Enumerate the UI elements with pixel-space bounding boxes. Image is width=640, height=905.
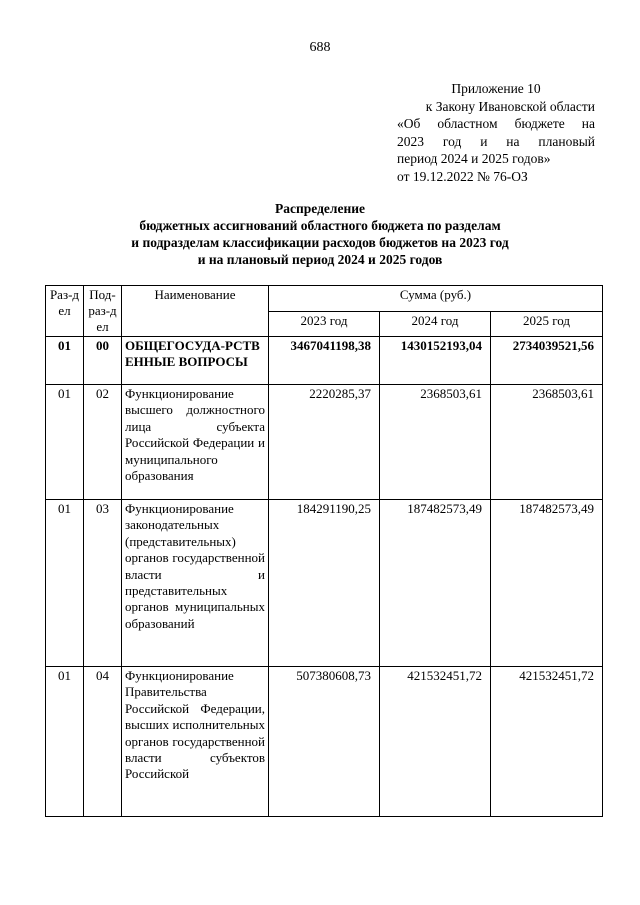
cell-2024: 187482573,49: [380, 500, 491, 667]
title-line: и на плановый период 2024 и 2025 годов: [197, 252, 443, 267]
header-subsection: Под-раз-дел: [84, 286, 122, 337]
header-year-2025: 2025 год: [491, 311, 603, 337]
table-row: [46, 500, 603, 667]
table-row: [46, 667, 603, 817]
header-sum: Сумма (руб.): [269, 286, 603, 312]
cell-name: Функционирование Правительства Российской Федерации, высших исполнительных органов государственной власти субъектов Российской: [122, 667, 269, 817]
appendix-line: от 19.12.2022 № 76-ОЗ: [397, 168, 528, 184]
cell-section: 01: [46, 337, 84, 385]
cell-2025: 187482573,49: [491, 500, 603, 667]
cell-section: 01: [46, 500, 84, 667]
cell-2023: 507380608,73: [269, 667, 380, 817]
table-row: [46, 337, 603, 385]
appendix-line: «Об областном бюджете на: [397, 116, 595, 131]
cell-section: 01: [46, 667, 84, 817]
appendix-note: [397, 80, 595, 185]
title-line: и подразделам классификации расходов бюджетов на 2023 год: [131, 235, 509, 250]
cell-2025: 2734039521,56: [491, 337, 603, 385]
budget-table: [45, 285, 603, 817]
header-year-2023: 2023 год: [269, 311, 380, 337]
cell-2023: 184291190,25: [269, 500, 380, 667]
cell-subsection: 03: [84, 500, 122, 667]
header-year-2024: 2024 год: [380, 311, 491, 337]
title-line: бюджетных ассигнований областного бюджета по разделам: [139, 218, 501, 233]
cell-name: Функционирование высшего должностного лица субъекта Российской Федерации и муниципального образования: [122, 385, 269, 500]
appendix-line: к Закону Ивановской области: [425, 98, 595, 114]
header-name: Наименование: [122, 286, 269, 337]
appendix-line: 2023 год и на плановый: [397, 133, 595, 149]
cell-2024: 1430152193,04: [380, 337, 491, 385]
cell-subsection: 00: [84, 337, 122, 385]
header-section: Раз-дел: [46, 286, 84, 337]
cell-2024: 2368503,61: [380, 385, 491, 500]
page-number: 688: [309, 40, 331, 55]
cell-2023: 2220285,37: [269, 385, 380, 500]
cell-subsection: 02: [84, 385, 122, 500]
cell-2024: 421532451,72: [380, 667, 491, 817]
cell-2025: 2368503,61: [491, 385, 603, 500]
appendix-line: период 2024 и 2025 годов»: [397, 151, 551, 166]
document-title: [0, 200, 640, 268]
cell-2023: 3467041198,38: [269, 337, 380, 385]
appendix-line: Приложение 10: [451, 81, 541, 96]
cell-subsection: 04: [84, 667, 122, 817]
cell-2025: 421532451,72: [491, 667, 603, 817]
cell-name: Функционирование законодательных (представительных) органов государственной власти и представительных органов муниципальных образований: [122, 500, 269, 667]
cell-section: 01: [46, 385, 84, 500]
cell-name: ОБЩЕГОСУДА-РСТВЕННЫЕ ВОПРОСЫ: [122, 337, 269, 385]
title-line: Распределение: [274, 201, 366, 216]
table-row: [46, 385, 603, 500]
